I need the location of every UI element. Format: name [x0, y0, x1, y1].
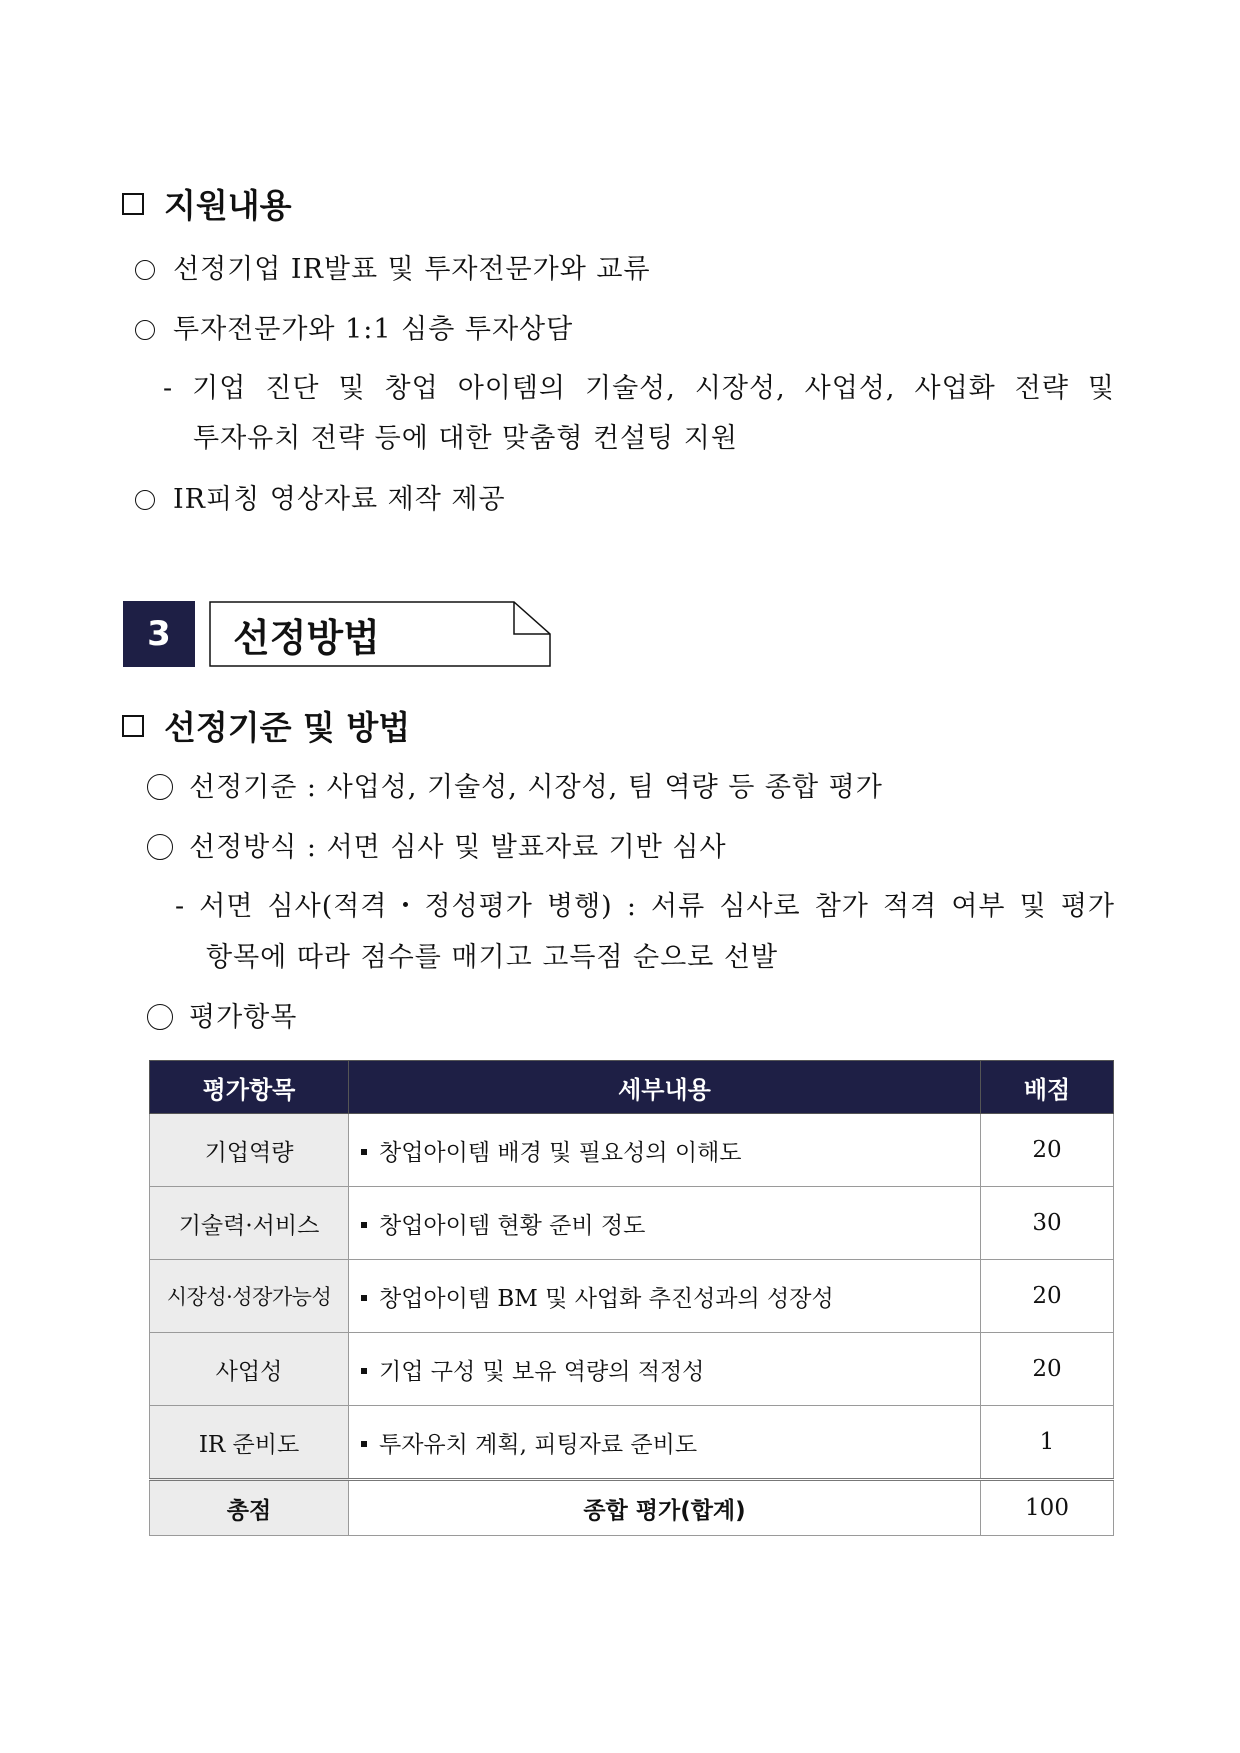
criteria-sub-line-2: 항목에 따라 점수를 매기고 고득점 순으로 선발 [206, 942, 779, 973]
table-total-row [150, 1480, 1114, 1536]
table-row [150, 1114, 1114, 1187]
section-title: 선정방법 [233, 615, 380, 660]
table-header-row [150, 1061, 1114, 1114]
row-item: 시장성·성장가능성 [150, 1260, 349, 1333]
total-score: 100 [981, 1480, 1114, 1536]
support-item-1: 선정기업 IR발표 및 투자전문가와 교류 [135, 247, 651, 286]
square-bullet-icon [122, 193, 144, 215]
section-number-badge: 3 [123, 601, 195, 667]
circle-bullet-icon [135, 260, 155, 280]
square-bullet-icon [361, 1149, 367, 1155]
table-row [150, 1187, 1114, 1260]
table-row [150, 1333, 1114, 1406]
header-detail: 세부내용 [349, 1061, 981, 1114]
square-bullet-icon [361, 1368, 367, 1374]
circle-bullet-icon [135, 320, 155, 340]
row-score: 20 [981, 1260, 1114, 1333]
row-score: 30 [981, 1187, 1114, 1260]
evaluation-table [149, 1060, 1114, 1536]
square-bullet-icon [361, 1295, 367, 1301]
support-sub-line-1: - 기업 진단 및 창업 아이템의 기술성, 시장성, 사업성, 사업화 전략 및 [163, 373, 1115, 404]
row-item: IR 준비도 [150, 1406, 349, 1480]
total-detail: 종합 평가(합계) [349, 1480, 981, 1536]
row-detail: 창업아이템 배경 및 필요성의 이해도 [349, 1114, 981, 1187]
row-item: 사업성 [150, 1333, 349, 1406]
circle-bullet-icon [135, 490, 155, 510]
row-score: 20 [981, 1333, 1114, 1406]
selection-criteria-heading [122, 702, 410, 749]
criteria-item-2: 선정방식 : 서면 심사 및 발표자료 기반 심사 [147, 825, 727, 864]
support-item-3: IR피칭 영상자료 제작 제공 [135, 477, 506, 516]
criteria-item-3: 평가항목 [147, 995, 297, 1034]
table-row [150, 1406, 1114, 1480]
total-label: 총점 [150, 1480, 349, 1536]
row-score: 1 [981, 1406, 1114, 1480]
support-item-2: 투자전문가와 1:1 심층 투자상담 [135, 307, 573, 346]
circle-bullet-icon [147, 834, 173, 860]
support-content-heading-text: 지원내용 [164, 186, 292, 225]
criteria-sub-line-1: - 서면 심사(적격・정성평가 병행) : 서류 심사로 참가 적격 여부 및 평가 [175, 891, 1115, 922]
row-score: 20 [981, 1114, 1114, 1187]
circle-bullet-icon [147, 1004, 173, 1030]
support-sub-line-2: 투자유치 전략 등에 대한 맞춤형 컨설팅 지원 [193, 423, 738, 454]
circle-bullet-icon [147, 774, 173, 800]
row-item: 기업역량 [150, 1114, 349, 1187]
row-item: 기술력·서비스 [150, 1187, 349, 1260]
row-detail: 투자유치 계획, 피팅자료 준비도 [349, 1406, 981, 1480]
criteria-item-1: 선정기준 : 사업성, 기술성, 시장성, 팀 역량 등 종합 평가 [147, 765, 883, 804]
header-score: 배점 [981, 1061, 1114, 1114]
header-eval-item: 평가항목 [150, 1061, 349, 1114]
square-bullet-icon [361, 1441, 367, 1447]
table-row [150, 1260, 1114, 1333]
square-bullet-icon [361, 1222, 367, 1228]
row-detail: 창업아이템 BM 및 사업화 추진성과의 성장성 [349, 1260, 981, 1333]
square-bullet-icon [122, 715, 144, 737]
row-detail: 기업 구성 및 보유 역량의 적정성 [349, 1333, 981, 1406]
support-content-heading [122, 180, 292, 227]
row-detail: 창업아이템 현황 준비 정도 [349, 1187, 981, 1260]
selection-criteria-heading-text: 선정기준 및 방법 [164, 708, 411, 747]
